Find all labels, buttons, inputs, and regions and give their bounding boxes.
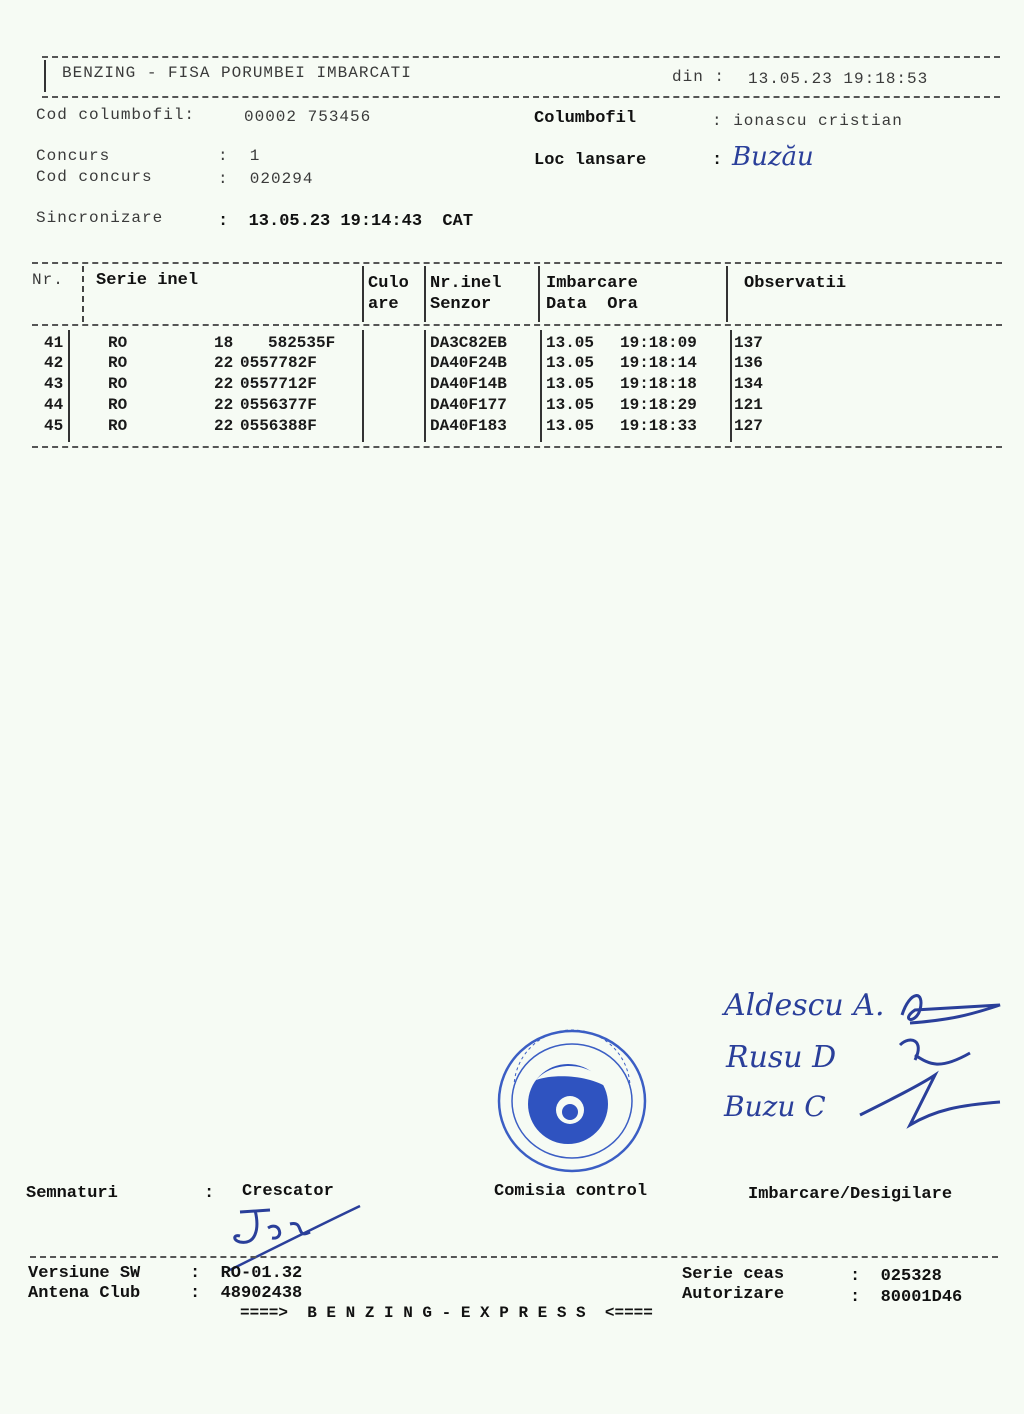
- table-row: [0, 334, 1024, 354]
- handwritten-name-3: Buzu C: [724, 1090, 826, 1123]
- col-sep-3: [424, 266, 426, 322]
- col-sep-4: [538, 266, 540, 322]
- col-header-nr: Nr.: [32, 271, 64, 289]
- antena-club-label: Antena Club: [28, 1284, 141, 1303]
- header-left-bar: [44, 60, 46, 92]
- handwritten-name-2: Rusu D: [726, 1040, 837, 1075]
- table-row: [0, 375, 1024, 395]
- cell-tara: RO: [108, 354, 128, 372]
- semnaturi-colon: :: [204, 1184, 215, 1203]
- signature-scribbles-icon: [840, 975, 1010, 1135]
- cell-nr: 45: [44, 417, 64, 435]
- columbofil-label: Columbofil: [534, 109, 637, 128]
- columbofil-value: : ionascu cristian: [712, 112, 903, 130]
- cell-senzor: DA40F183: [430, 417, 507, 435]
- date-value: 13.05.23 19:18:53: [748, 70, 929, 88]
- cell-ora: 19:18:29: [620, 396, 697, 414]
- cell-data: 13.05: [546, 334, 595, 352]
- concurs-label: Concurs: [36, 147, 111, 165]
- cell-nr: 41: [44, 334, 64, 352]
- cell-tara: RO: [108, 417, 128, 435]
- cell-data: 13.05: [546, 354, 595, 372]
- serie-ceas-value: : 025328: [850, 1267, 942, 1286]
- cell-data: 13.05: [546, 417, 595, 435]
- cell-serie: 582535F: [268, 334, 336, 352]
- col-header-nrinel-1: Nr.inel: [430, 274, 502, 293]
- autorizare-label: Autorizare: [682, 1285, 785, 1304]
- table-row: [0, 354, 1024, 374]
- date-label: din :: [672, 68, 726, 86]
- header-bottom-rule: [42, 96, 1000, 98]
- cell-obs: 137: [734, 334, 763, 352]
- cell-serie: 0557782F: [240, 354, 317, 372]
- serie-ceas-label: Serie ceas: [682, 1265, 785, 1284]
- cell-obs: 121: [734, 396, 763, 414]
- cell-an: 22: [214, 417, 234, 435]
- col-header-nrinel-2: Senzor: [430, 295, 492, 314]
- cell-data: 13.05: [546, 396, 595, 414]
- handwritten-name-1: Aldescu A.: [724, 988, 885, 1023]
- cell-an: 22: [214, 354, 234, 372]
- cell-nr: 43: [44, 375, 64, 393]
- autorizare-value: : 80001D46: [850, 1288, 963, 1307]
- table-bottom-rule: [32, 446, 1002, 448]
- cell-senzor: DA40F14B: [430, 375, 507, 393]
- cell-serie: 0556388F: [240, 417, 317, 435]
- cod-columbofil-value: 00002 753456: [244, 108, 372, 126]
- cell-obs: 136: [734, 354, 763, 372]
- imbarcare-desigilare-label: Imbarcare/Desigilare: [748, 1185, 953, 1204]
- table-top-rule: [32, 262, 1002, 264]
- semnaturi-label: Semnaturi: [26, 1184, 118, 1203]
- benzing-express-banner: ====> B E N Z I N G - E X P R E S S <====: [240, 1304, 653, 1322]
- cell-nr: 44: [44, 396, 64, 414]
- antena-club-value: : 48902438: [190, 1284, 303, 1303]
- cell-nr: 42: [44, 354, 64, 372]
- cell-tara: RO: [108, 334, 128, 352]
- col-sep-5: [726, 266, 728, 322]
- col-header-observatii: Observatii: [744, 274, 847, 293]
- cell-tara: RO: [108, 375, 128, 393]
- cell-ora: 19:18:18: [620, 375, 697, 393]
- col-header-imbarcare-1: Imbarcare: [546, 274, 638, 293]
- versiune-sw-label: Versiune SW: [28, 1264, 141, 1283]
- col-header-imbarcare-2: Data Ora: [546, 295, 638, 314]
- cod-concurs-value: : 020294: [218, 170, 314, 188]
- sincronizare-value: : 13.05.23 19:14:43 CAT: [218, 212, 474, 231]
- sincronizare-label: Sincronizare: [36, 209, 164, 227]
- cell-an: 22: [214, 396, 234, 414]
- crescator-label: Crescator: [242, 1182, 334, 1201]
- loc-lansare-colon: :: [712, 151, 723, 170]
- document-title: BENZING - FISA PORUMBEI IMBARCATI: [62, 64, 412, 82]
- versiune-sw-value: : RO-01.32: [190, 1264, 303, 1283]
- table-row: [0, 417, 1024, 437]
- cell-an: 18: [214, 334, 234, 352]
- loc-lansare-handwritten: Buzău: [732, 142, 814, 172]
- cell-senzor: DA40F177: [430, 396, 507, 414]
- table-header-rule: [32, 324, 1002, 326]
- cell-obs: 127: [734, 417, 763, 435]
- col-header-serie: Serie inel: [96, 271, 199, 290]
- cell-senzor: DA40F24B: [430, 354, 507, 372]
- cell-tara: RO: [108, 396, 128, 414]
- cell-obs: 134: [734, 375, 763, 393]
- cell-senzor: DA3C82EB: [430, 334, 507, 352]
- footer-rule: [30, 1256, 998, 1258]
- cell-serie: 0557712F: [240, 375, 317, 393]
- loc-lansare-label: Loc lansare: [534, 151, 647, 170]
- cod-concurs-label: Cod concurs: [36, 168, 153, 186]
- cell-serie: 0556377F: [240, 396, 317, 414]
- col-header-culoare-1: Culo: [368, 274, 409, 293]
- club-stamp-icon: [496, 1028, 648, 1174]
- table-row: [0, 396, 1024, 416]
- cell-ora: 19:18:14: [620, 354, 697, 372]
- header-top-rule: [42, 56, 1000, 58]
- comisia-control-label: Comisia control: [494, 1182, 648, 1201]
- concurs-value: : 1: [218, 147, 261, 165]
- cod-columbofil-label: Cod columbofil:: [36, 106, 196, 124]
- cell-ora: 19:18:33: [620, 417, 697, 435]
- col-sep-2: [362, 266, 364, 322]
- col-header-culoare-2: are: [368, 295, 399, 314]
- cell-an: 22: [214, 375, 234, 393]
- col-sep-1: [82, 266, 84, 322]
- cell-ora: 19:18:09: [620, 334, 697, 352]
- cell-data: 13.05: [546, 375, 595, 393]
